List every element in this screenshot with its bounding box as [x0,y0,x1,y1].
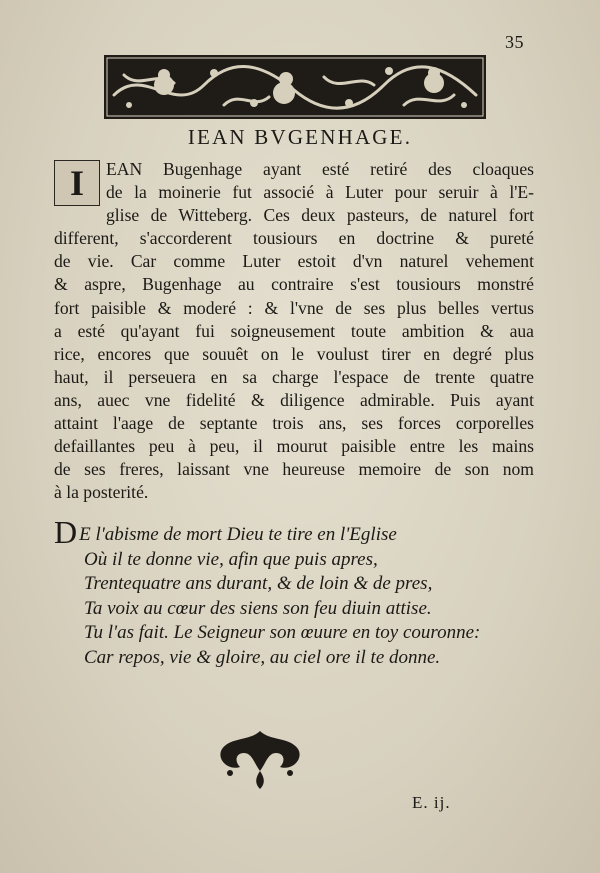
body-line: attaint l'aage de septante trois ans, ses forces corporelles [54,413,534,434]
poem-line: Ta voix au cœur des siens son feu diuin attise. [84,597,432,619]
ornamental-headpiece [104,55,486,119]
body-line: à la posterité. [54,482,149,503]
body-line: a esté qu'ayant fui soigneusement toute ambition & aua [54,320,534,341]
poem-line: Où il te donne vie, afin que puis apres, [84,548,378,570]
body-line: de ses freres, laissant vne heureuse memoire de son nom [54,459,534,480]
poem-initial: D [54,514,78,550]
body-line: rice, encores que souuêt on le voulust tirer en degré plus [54,343,534,364]
signature-mark: E. ij. [412,793,451,812]
poem-line: Trentequatre ans durant, & de loin & de pres, [84,573,433,595]
body-line: ans, auec vne fidelité & diligence admirable. Puis ayant [54,389,534,410]
poem-line: Car repos, vie & gloire, au ciel ore il te donne. [84,646,441,668]
body-line: different, s'accorderent tousiours en doctrine & pureté [54,228,534,249]
body-line: defaillantes peu à peu, il mourut paisible entre les mains [54,436,534,457]
poem-line: Tu l'as fait. Le Seigneur son œuure en toy couronne: [84,622,481,644]
drop-cap: I [54,160,100,206]
body-line: fort paisible & moderé : & l'vne de ses plus belles vertus [54,297,534,318]
body-line: glise de Witteberg. Ces deux pasteurs, de naturel fort [106,205,534,226]
body-line: & aspre, Bugenhage au contraire s'est tousiours monstré [54,274,534,295]
body-line: de la moinerie fut associé à Luter pour seruir à l'E- [106,182,534,203]
body-line: EAN Bugenhage ayant esté retiré des cloaques [106,159,534,179]
body-line: haut, il perseuera en sa charge l'espace de trente quatre [54,366,534,387]
body-paragraph [54,158,534,504]
page-number: 35 [505,32,524,52]
poem-line-text: E l'abisme de mort Dieu te tire en l'Eglise [79,524,397,545]
page-title: IEAN BVGENHAGE. [187,125,413,149]
poem-line [54,514,494,550]
fleuron-tailpiece-icon [210,727,310,791]
epitaph-poem [54,514,494,671]
body-line: de vie. Car comme Luter estoit d'vn naturel vehement [54,251,534,272]
